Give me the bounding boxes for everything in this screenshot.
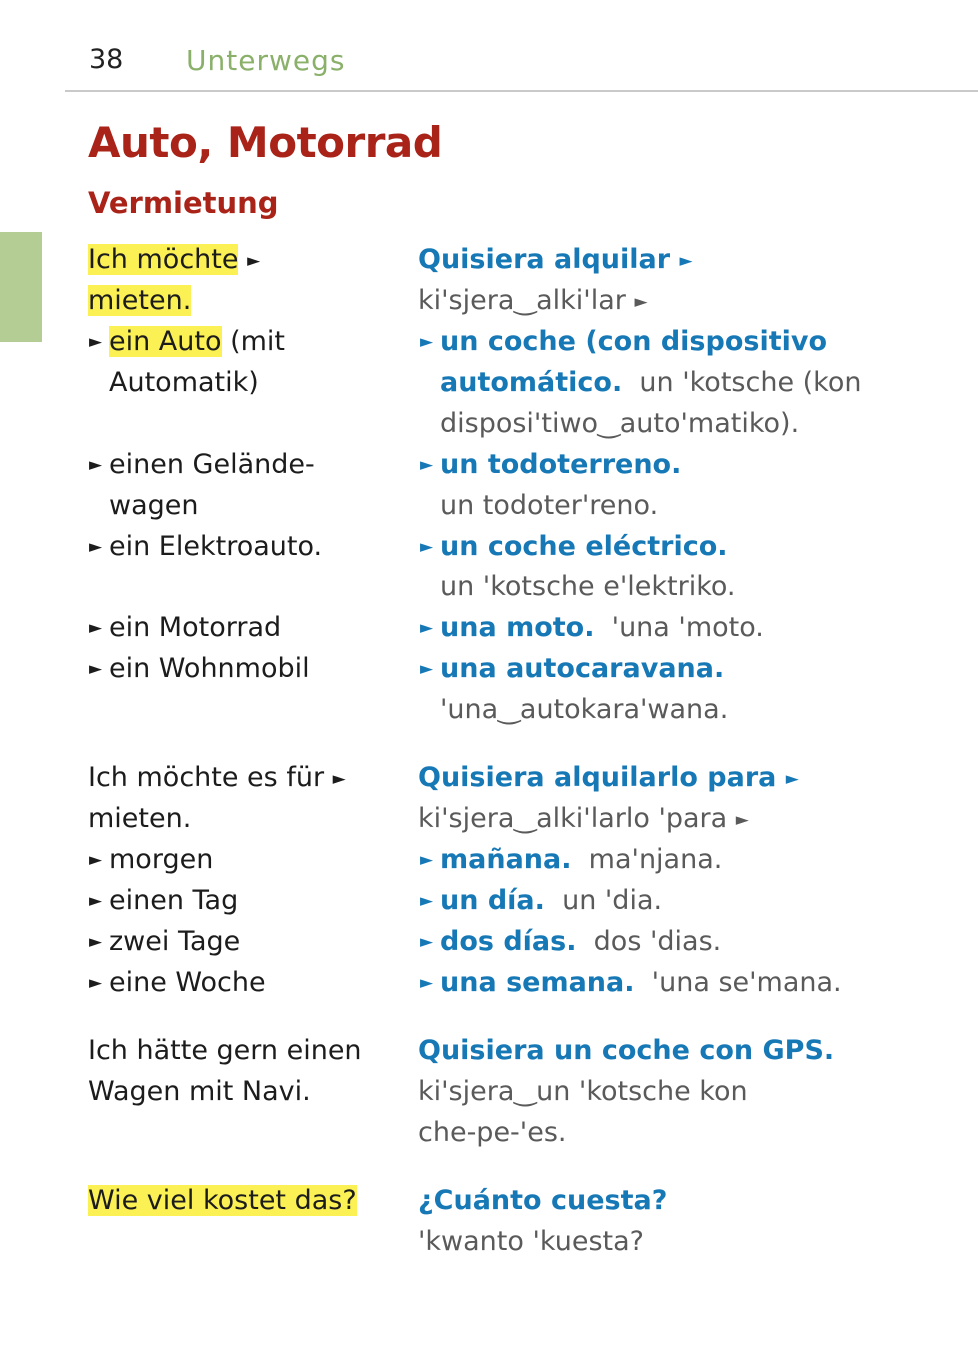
pronunciation: un 'kotsche e'lektriko. xyxy=(440,571,736,602)
right-triangle-icon: ► xyxy=(89,332,103,352)
phrase-de: Ich möchte ► xyxy=(88,241,260,280)
thumb-tab xyxy=(0,232,42,342)
right-triangle-icon: ► xyxy=(420,891,434,911)
pronunciation: ki'sjera‿un 'kotsche kon xyxy=(418,1076,748,1107)
pronunciation: che-pe-'es. xyxy=(418,1117,567,1148)
pronunciation: disposi'tiwo‿auto'matiko). xyxy=(440,408,800,439)
right-triangle-icon: ► xyxy=(89,891,103,911)
right-triangle-icon: ► xyxy=(89,932,103,952)
list-item-es: mañana. ma'njana. xyxy=(440,844,723,875)
list-item-es: un coche eléctrico. xyxy=(440,531,728,562)
header-rule xyxy=(65,90,978,92)
list-item-de: eine Woche xyxy=(109,967,266,998)
list-item-de: einen Gelände- xyxy=(109,449,315,480)
list-item-es: un coche (con dispositivo xyxy=(440,326,828,357)
right-triangle-icon: ► xyxy=(420,659,434,679)
right-triangle-icon: ► xyxy=(634,292,648,312)
phrase-de: Wagen mit Navi. xyxy=(88,1076,311,1107)
phrase-es: Quisiera alquilar ► xyxy=(418,241,693,280)
list-item-de: wagen xyxy=(109,490,199,521)
right-triangle-icon: ► xyxy=(89,973,103,993)
list-item-de: morgen xyxy=(109,844,214,875)
right-triangle-icon: ► xyxy=(89,659,103,679)
phrase-de: mieten. xyxy=(88,803,192,834)
right-triangle-icon: ► xyxy=(420,618,434,638)
right-triangle-icon: ► xyxy=(420,850,434,870)
right-triangle-icon: ► xyxy=(735,810,749,830)
page-number: 38 xyxy=(89,44,124,75)
list-item-de: ein Motorrad xyxy=(109,612,282,643)
phrase-es: Quisiera un coche con GPS. xyxy=(418,1035,835,1066)
list-item-es: una moto. 'una 'moto. xyxy=(440,612,764,643)
pronunciation: ki'sjera‿alki'lar ► xyxy=(418,282,648,321)
list-item-de: einen Tag xyxy=(109,885,239,916)
right-triangle-icon: ► xyxy=(89,850,103,870)
right-triangle-icon: ► xyxy=(89,618,103,638)
right-triangle-icon: ► xyxy=(420,973,434,993)
right-triangle-icon: ► xyxy=(89,537,103,557)
right-triangle-icon: ► xyxy=(420,455,434,475)
phrase-de: mieten. xyxy=(88,285,192,316)
list-item-es: un día. un 'dia. xyxy=(440,885,663,916)
list-item-de: zwei Tage xyxy=(109,926,241,957)
right-triangle-icon: ► xyxy=(89,455,103,475)
right-triangle-icon: ► xyxy=(247,251,261,271)
right-triangle-icon: ► xyxy=(785,769,799,789)
list-item-de: ein Elektroauto. xyxy=(109,531,323,562)
phrase-de: Wie viel kostet das? xyxy=(88,1185,357,1216)
right-triangle-icon: ► xyxy=(420,537,434,557)
subtitle: Vermietung xyxy=(88,186,279,220)
phrase-es: ¿Cuánto cuesta? xyxy=(418,1185,668,1216)
phrase-es: Quisiera alquilarlo para ► xyxy=(418,759,799,798)
page-title: Auto, Motorrad xyxy=(88,118,443,167)
phrase-de: Ich hätte gern einen xyxy=(88,1035,362,1066)
section-title: Unterwegs xyxy=(186,44,346,77)
list-item-de: ein Wohnmobil xyxy=(109,653,310,684)
right-triangle-icon: ► xyxy=(420,932,434,952)
right-triangle-icon: ► xyxy=(420,332,434,352)
list-item-es: una semana. 'una se'mana. xyxy=(440,967,842,998)
pronunciation: un todoter'reno. xyxy=(440,490,659,521)
list-item-es: automático. un 'kotsche (kon xyxy=(440,367,862,398)
list-item-es: un todoterreno. xyxy=(440,449,682,480)
list-item-es: dos días. dos 'dias. xyxy=(440,926,722,957)
pronunciation: 'una‿autokara'wana. xyxy=(440,694,729,725)
list-item-es: una autocaravana. xyxy=(440,653,725,684)
phrase-de: Ich möchte es für ► xyxy=(88,759,346,798)
pronunciation: 'kwanto 'kuesta? xyxy=(418,1226,644,1257)
list-item-de: Automatik) xyxy=(109,367,259,398)
list-item-de: ein Auto (mit xyxy=(109,326,286,357)
pronunciation: ki'sjera‿alki'larlo 'para ► xyxy=(418,800,749,839)
right-triangle-icon: ► xyxy=(332,769,346,789)
right-triangle-icon: ► xyxy=(679,251,693,271)
